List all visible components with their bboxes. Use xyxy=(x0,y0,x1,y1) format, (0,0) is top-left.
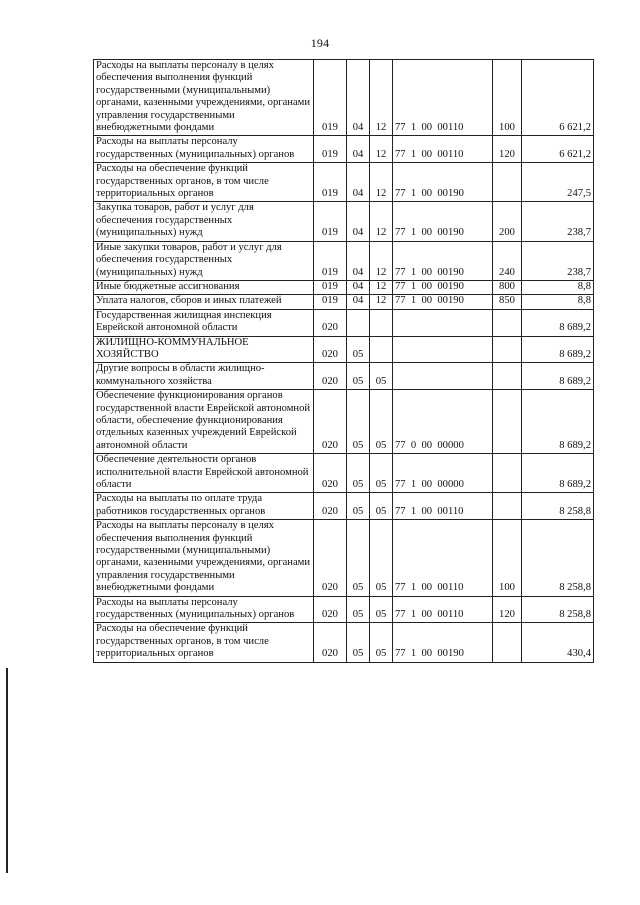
target-article-cell: 77 1 00 00190 xyxy=(393,295,493,309)
amount-cell: 238,7 xyxy=(522,202,594,241)
expense-name-cell: Закупка товаров, работ и услуг для обеспечения государственных (муниципальных) нужд xyxy=(94,202,314,241)
table-row xyxy=(94,520,594,596)
target-article-cell: 77 1 00 00190 xyxy=(393,623,493,662)
target-article-cell: 77 1 00 00000 xyxy=(393,454,493,493)
expense-name-cell: Расходы на обеспечение функций государственных органов, в том числе территориальных органов xyxy=(94,623,314,662)
expense-name-cell: Иные бюджетные ассигнования xyxy=(94,280,314,294)
table-row xyxy=(94,596,594,623)
subsection-code-cell xyxy=(370,336,393,363)
expense-name-cell: Иные закупки товаров, работ и услуг для обеспечения государственных (муниципальных) нужд xyxy=(94,241,314,280)
expense-type-cell xyxy=(493,309,522,336)
expense-type-cell xyxy=(493,390,522,454)
table-row xyxy=(94,390,594,454)
amount-cell: 8 689,2 xyxy=(522,390,594,454)
target-article-cell xyxy=(393,363,493,390)
subsection-code-cell: 12 xyxy=(370,241,393,280)
ministry-code-cell: 019 xyxy=(314,280,347,294)
subsection-code-cell: 12 xyxy=(370,136,393,163)
section-code-cell: 04 xyxy=(347,60,370,136)
target-article-cell: 77 1 00 00190 xyxy=(393,241,493,280)
table-row xyxy=(94,241,594,280)
table-row xyxy=(94,280,594,294)
expense-name-cell: Другие вопросы в области жилищно-коммунального хозяйства xyxy=(94,363,314,390)
expense-name-cell: Расходы на выплаты персоналу государственных (муниципальных) органов xyxy=(94,136,314,163)
expense-type-cell: 120 xyxy=(493,136,522,163)
expense-name-cell: Государственная жилищная инспекция Еврейской автономной области xyxy=(94,309,314,336)
target-article-cell xyxy=(393,336,493,363)
target-article-cell: 77 1 00 00190 xyxy=(393,163,493,202)
amount-cell: 8 689,2 xyxy=(522,309,594,336)
subsection-code-cell: 05 xyxy=(370,596,393,623)
amount-cell: 8,8 xyxy=(522,280,594,294)
table-row xyxy=(94,363,594,390)
section-code-cell: 05 xyxy=(347,454,370,493)
ministry-code-cell: 019 xyxy=(314,241,347,280)
expense-name-cell: Расходы на выплаты персоналу в целях обеспечения выполнения функций государственными (муниципальными) органами, казенными учреждениями, органами управления государственными внебюджетными фондами xyxy=(94,520,314,596)
section-code-cell: 04 xyxy=(347,295,370,309)
subsection-code-cell xyxy=(370,309,393,336)
margin-line xyxy=(6,668,8,873)
table-row xyxy=(94,295,594,309)
section-code-cell: 05 xyxy=(347,520,370,596)
budget-table xyxy=(93,59,594,663)
ministry-code-cell: 020 xyxy=(314,596,347,623)
expense-name-cell: Расходы на обеспечение функций государственных органов, в том числе территориальных органов xyxy=(94,163,314,202)
amount-cell: 8 258,8 xyxy=(522,520,594,596)
amount-cell: 238,7 xyxy=(522,241,594,280)
subsection-code-cell: 05 xyxy=(370,520,393,596)
ministry-code-cell: 019 xyxy=(314,202,347,241)
table-row xyxy=(94,309,594,336)
subsection-code-cell: 05 xyxy=(370,363,393,390)
section-code-cell: 05 xyxy=(347,623,370,662)
subsection-code-cell: 05 xyxy=(370,454,393,493)
amount-cell: 8,8 xyxy=(522,295,594,309)
expense-type-cell: 850 xyxy=(493,295,522,309)
expense-type-cell xyxy=(493,363,522,390)
page-number: 194 xyxy=(310,36,330,50)
ministry-code-cell: 020 xyxy=(314,390,347,454)
section-code-cell xyxy=(347,309,370,336)
amount-cell: 247,5 xyxy=(522,163,594,202)
ministry-code-cell: 020 xyxy=(314,336,347,363)
subsection-code-cell: 12 xyxy=(370,163,393,202)
section-code-cell: 05 xyxy=(347,493,370,520)
expense-name-cell: Расходы на выплаты по оплате труда работников государственных органов xyxy=(94,493,314,520)
ministry-code-cell: 020 xyxy=(314,520,347,596)
expense-type-cell: 800 xyxy=(493,280,522,294)
expense-name-cell: Расходы на выплаты персоналу в целях обеспечения выполнения функций государственными (муниципальными) органами, казенными учреждениями, органами управления государственными внебюджетными фондами xyxy=(94,60,314,136)
section-code-cell: 04 xyxy=(347,136,370,163)
ministry-code-cell: 020 xyxy=(314,363,347,390)
section-code-cell: 04 xyxy=(347,202,370,241)
subsection-code-cell: 12 xyxy=(370,295,393,309)
ministry-code-cell: 020 xyxy=(314,454,347,493)
table-row xyxy=(94,493,594,520)
expense-name-cell: ЖИЛИЩНО-КОММУНАЛЬНОЕ ХОЗЯЙСТВО xyxy=(94,336,314,363)
target-article-cell: 77 0 00 00000 xyxy=(393,390,493,454)
table-row xyxy=(94,202,594,241)
expense-type-cell: 120 xyxy=(493,596,522,623)
ministry-code-cell: 019 xyxy=(314,295,347,309)
amount-cell: 8 689,2 xyxy=(522,363,594,390)
section-code-cell: 04 xyxy=(347,241,370,280)
amount-cell: 430,4 xyxy=(522,623,594,662)
subsection-code-cell: 12 xyxy=(370,280,393,294)
budget-table-body xyxy=(94,60,594,663)
table-row xyxy=(94,623,594,662)
expense-type-cell: 200 xyxy=(493,202,522,241)
amount-cell: 6 621,2 xyxy=(522,136,594,163)
target-article-cell: 77 1 00 00110 xyxy=(393,136,493,163)
section-code-cell: 04 xyxy=(347,280,370,294)
expense-type-cell: 100 xyxy=(493,520,522,596)
amount-cell: 8 689,2 xyxy=(522,336,594,363)
target-article-cell: 77 1 00 00110 xyxy=(393,493,493,520)
table-row xyxy=(94,136,594,163)
expense-name-cell: Обеспечение деятельности органов исполнительной власти Еврейской автономной области xyxy=(94,454,314,493)
target-article-cell: 77 1 00 00110 xyxy=(393,520,493,596)
expense-type-cell xyxy=(493,493,522,520)
ministry-code-cell: 020 xyxy=(314,623,347,662)
amount-cell: 6 621,2 xyxy=(522,60,594,136)
subsection-code-cell: 05 xyxy=(370,390,393,454)
section-code-cell: 05 xyxy=(347,363,370,390)
table-row xyxy=(94,60,594,136)
target-article-cell: 77 1 00 00190 xyxy=(393,280,493,294)
ministry-code-cell: 020 xyxy=(314,309,347,336)
expense-name-cell: Обеспечение функционирования органов государственной власти Еврейской автономной области, обеспечение функционирования отдельных казенных учреждений Еврейской автономной области xyxy=(94,390,314,454)
amount-cell: 8 258,8 xyxy=(522,596,594,623)
subsection-code-cell: 05 xyxy=(370,493,393,520)
table-row xyxy=(94,336,594,363)
subsection-code-cell: 12 xyxy=(370,202,393,241)
expense-type-cell: 100 xyxy=(493,60,522,136)
section-code-cell: 05 xyxy=(347,336,370,363)
expense-type-cell xyxy=(493,163,522,202)
subsection-code-cell: 05 xyxy=(370,623,393,662)
ministry-code-cell: 019 xyxy=(314,60,347,136)
target-article-cell: 77 1 00 00190 xyxy=(393,202,493,241)
target-article-cell: 77 1 00 00110 xyxy=(393,596,493,623)
amount-cell: 8 689,2 xyxy=(522,454,594,493)
target-article-cell: 77 1 00 00110 xyxy=(393,60,493,136)
target-article-cell xyxy=(393,309,493,336)
ministry-code-cell: 019 xyxy=(314,136,347,163)
ministry-code-cell: 020 xyxy=(314,493,347,520)
subsection-code-cell: 12 xyxy=(370,60,393,136)
section-code-cell: 05 xyxy=(347,390,370,454)
expense-name-cell: Уплата налогов, сборов и иных платежей xyxy=(94,295,314,309)
expense-name-cell: Расходы на выплаты персоналу государственных (муниципальных) органов xyxy=(94,596,314,623)
expense-type-cell xyxy=(493,623,522,662)
expense-type-cell: 240 xyxy=(493,241,522,280)
table-row xyxy=(94,454,594,493)
section-code-cell: 05 xyxy=(347,596,370,623)
table-row xyxy=(94,163,594,202)
section-code-cell: 04 xyxy=(347,163,370,202)
expense-type-cell xyxy=(493,454,522,493)
amount-cell: 8 258,8 xyxy=(522,493,594,520)
expense-type-cell xyxy=(493,336,522,363)
ministry-code-cell: 019 xyxy=(314,163,347,202)
